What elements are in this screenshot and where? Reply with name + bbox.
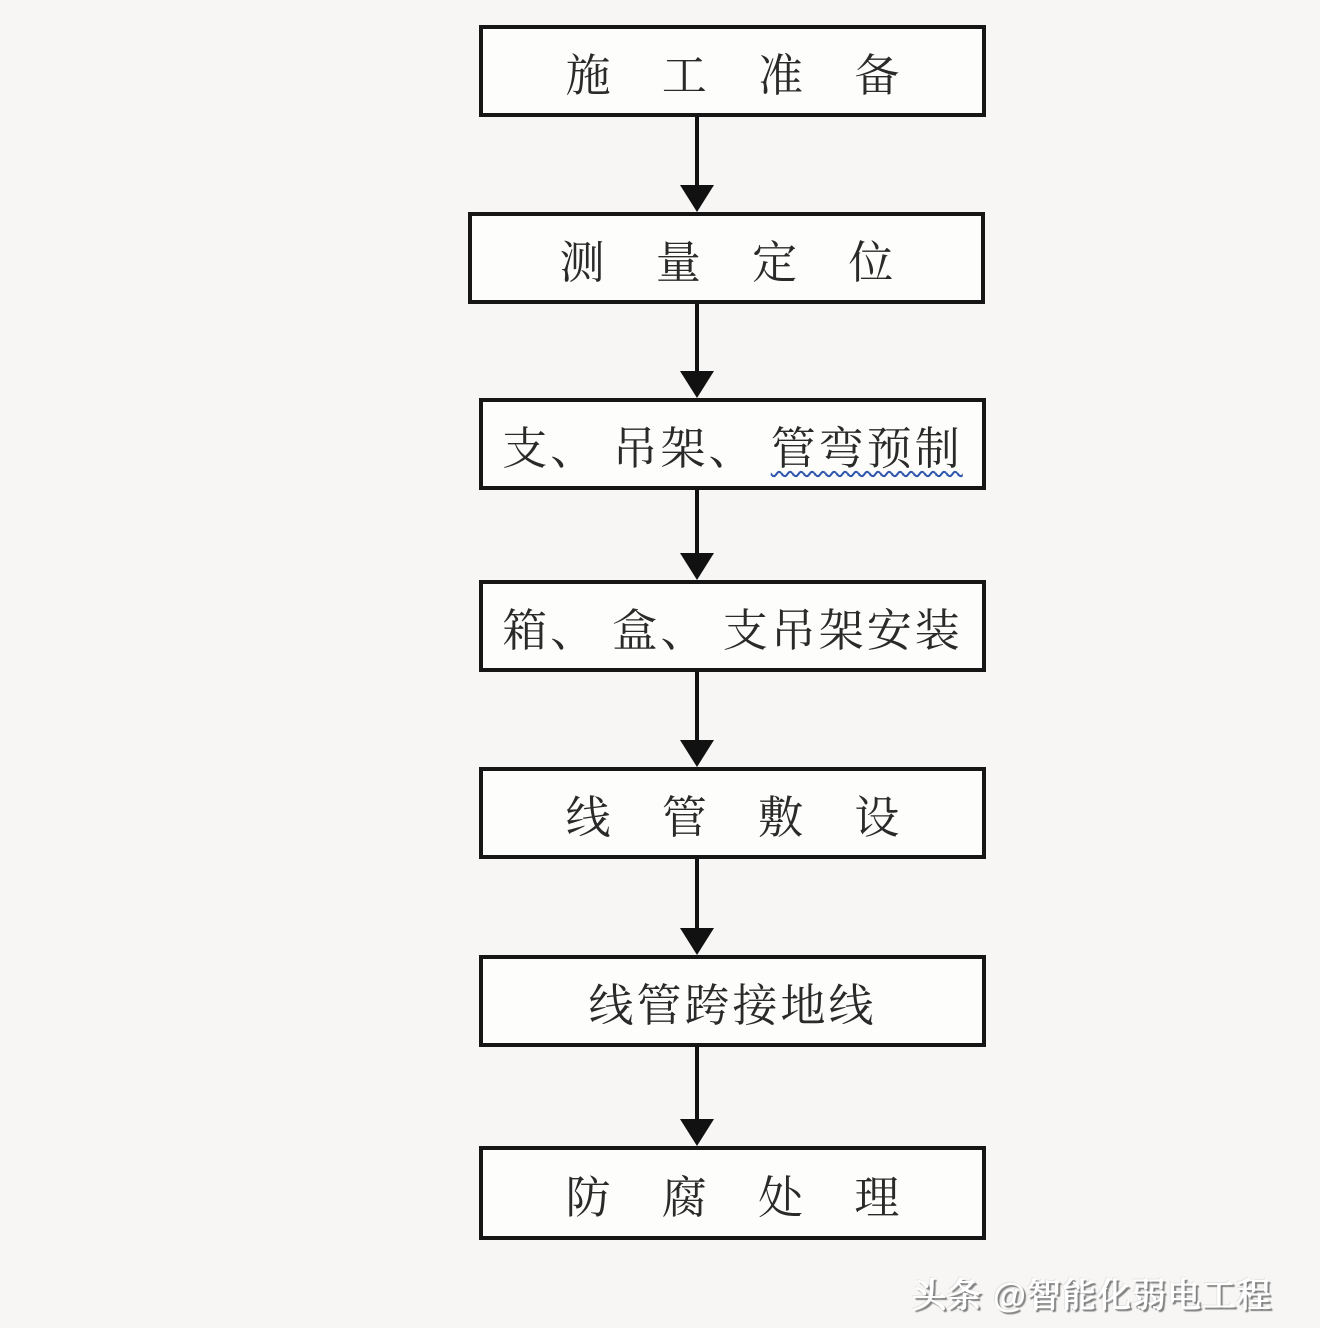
- arrow-stem: [695, 1047, 699, 1119]
- arrow-stem: [695, 859, 699, 928]
- watermark: 头条 @智能化弱电工程: [912, 1277, 1272, 1315]
- flow-step-label: 防 腐 处 理: [565, 1172, 920, 1223]
- arrow-stem: [695, 490, 699, 553]
- arrow-down-icon: [680, 490, 714, 580]
- arrow-head: [680, 928, 714, 955]
- flow-step-label-underlined: 管弯预制: [770, 423, 963, 474]
- flow-step-support-hanger-bend-prefabrication: [479, 398, 986, 490]
- arrow-down-icon: [680, 672, 714, 767]
- arrow-down-icon: [680, 304, 714, 398]
- flow-step-conduit-laying: [479, 767, 986, 859]
- flow-step-anticorrosion-treatment: [479, 1146, 986, 1240]
- arrow-down-icon: [680, 117, 714, 212]
- flow-step-construction-preparation: [479, 25, 986, 117]
- flow-step-label: 施 工 准 备: [565, 50, 920, 101]
- flow-step-label-prefix: 支、 吊架、: [502, 423, 771, 474]
- flow-step-box-case-hanger-installation: [479, 580, 986, 672]
- arrow-stem: [695, 672, 699, 740]
- flow-step-label: 线管跨接地线: [588, 980, 877, 1031]
- flow-step-measurement-positioning: [468, 212, 985, 304]
- flow-step-label: 箱、 盒、 支吊架安装: [502, 605, 963, 656]
- arrow-stem: [695, 304, 699, 371]
- flow-step-label: [502, 412, 963, 477]
- arrow-down-icon: [680, 859, 714, 955]
- arrow-head: [680, 1119, 714, 1146]
- arrow-stem: [695, 117, 699, 185]
- flow-step-label: 线 管 敷 设: [565, 792, 920, 843]
- arrow-head: [680, 740, 714, 767]
- flow-step-label: 测 量 定 位: [559, 237, 914, 288]
- arrow-head: [680, 553, 714, 580]
- arrow-head: [680, 371, 714, 398]
- arrow-down-icon: [680, 1047, 714, 1146]
- arrow-head: [680, 185, 714, 212]
- flow-step-conduit-ground-jumper: [479, 955, 986, 1047]
